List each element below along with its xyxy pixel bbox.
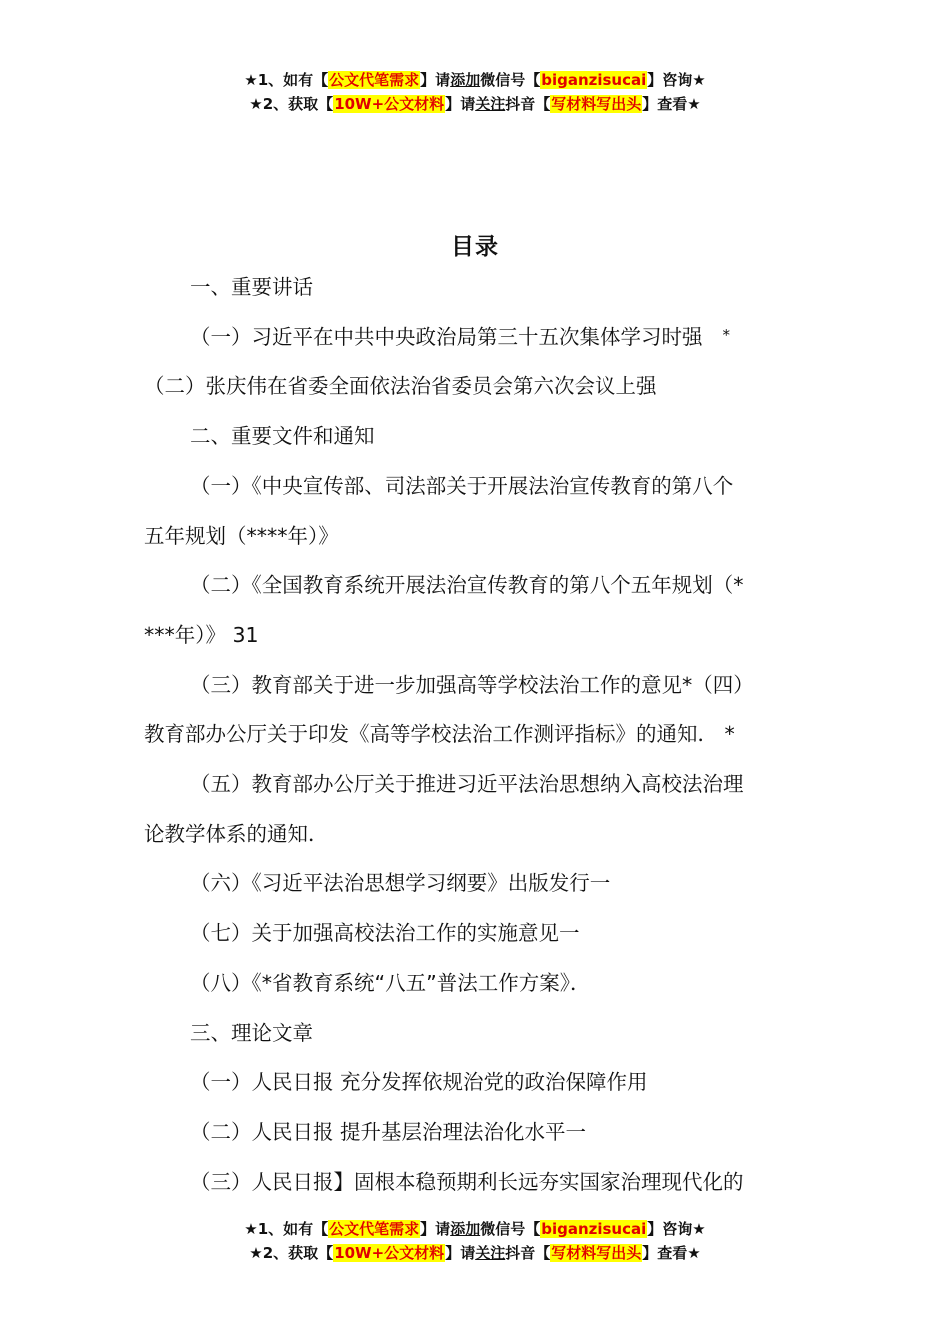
promo-text: 微信号【: [480, 1220, 541, 1238]
toc-line: [144, 618, 259, 648]
toc-line: [190, 469, 733, 499]
toc-line-text: 一、重要讲话: [190, 275, 313, 299]
toc-line-text: （八）《*省教育系统“八五”普法工作方案》．: [190, 970, 591, 995]
underlined-text: 关注: [475, 95, 506, 113]
toc-line: [190, 767, 744, 797]
toc-line-text: （六）《习近平法治思想学习纲要》出版发行一: [190, 871, 611, 896]
footer-promo-banner: [0, 1217, 950, 1265]
promo-text: ★1、如有【: [244, 1220, 329, 1238]
toc-line: [190, 270, 313, 300]
toc-line-text: （一）习近平在中共中央政治局第三十五次集体学习时强: [190, 324, 703, 349]
header-promo-banner: [0, 68, 950, 116]
toc-line-text: 五年规划（****年）》: [144, 523, 339, 548]
promo-text: ★1、如有【: [244, 71, 329, 89]
toc-line-text: （二）人民日报 提升基层治理法治化水平一: [190, 1119, 587, 1144]
highlight-text: 公文代笔需求: [329, 71, 420, 89]
promo-text: 】查看★: [642, 1244, 701, 1262]
toc-line: [190, 966, 591, 996]
toc-line-text: （七）关于加强高校法治工作的实施意见一: [190, 921, 580, 946]
toc-line: [190, 1165, 744, 1195]
promo-text: 微信号【: [480, 71, 541, 89]
toc-line-text: 三、理论文章: [190, 1020, 313, 1045]
toc-line-text: ***年）》 31: [144, 622, 259, 647]
highlight-text: 写材料写出头: [551, 95, 642, 113]
toc-line: [190, 419, 375, 449]
page-title: 目录: [451, 234, 499, 260]
promo-line-2: [0, 92, 950, 116]
underlined-text: 添加: [450, 71, 481, 89]
toc-line-text: （五）教育部办公厅关于推进习近平法治思想纳入高校法治理: [190, 772, 744, 796]
promo-text: 】请: [445, 95, 476, 113]
promo-line-1: [0, 68, 950, 92]
toc-line-text: （一）人民日报 充分发挥依规治党的政治保障作用: [190, 1070, 648, 1095]
promo-text: 】咨询★: [647, 71, 706, 89]
promo-text: 】请: [420, 71, 451, 89]
promo-text: 抖音【: [505, 95, 551, 113]
toc-line: [190, 568, 744, 598]
promo-text: 抖音【: [505, 1244, 551, 1262]
toc-line-text: 教育部办公厅关于印发《高等学校法治工作测评指标》的通知． *: [144, 722, 735, 747]
promo-text: 】请: [420, 1220, 451, 1238]
promo-line-1: [0, 1217, 950, 1241]
toc-line: [190, 1065, 648, 1095]
toc-line: [190, 916, 580, 946]
toc-marker: *: [722, 325, 730, 344]
toc-line: [190, 1115, 586, 1145]
underlined-text: 添加: [450, 1220, 481, 1238]
toc-line-text: （三）人民日报】固根本稳预期利长远夯实国家治理现代化的: [190, 1169, 744, 1194]
highlight-text: 10W+公文材料: [334, 1244, 445, 1262]
highlight-text: 10W+公文材料: [334, 95, 445, 113]
highlight-text: biganzisucai: [541, 71, 647, 89]
promo-text: 】查看★: [642, 95, 701, 113]
promo-text: ★2、获取【: [249, 95, 334, 113]
toc-line-text: （二）《全国教育系统开展法治宣传教育的第八个五年规划（*: [190, 573, 744, 598]
toc-line: [190, 320, 730, 350]
toc-line: [144, 717, 735, 747]
highlight-text: 写材料写出头: [551, 1244, 642, 1262]
toc-line: [144, 519, 339, 549]
toc-line-text: （三）教育部关于进一步加强高等学校法治工作的意见*（四）: [190, 672, 754, 697]
underlined-text: 关注: [475, 1244, 506, 1262]
toc-line: [144, 369, 657, 399]
highlight-text: biganzisucai: [541, 1220, 647, 1238]
promo-text: 】请: [445, 1244, 476, 1262]
toc-line-text: （一）《中央宣传部、司法部关于开展法治宣传教育的第八个: [190, 473, 734, 498]
toc-line: [190, 1016, 313, 1046]
toc-line: [190, 668, 754, 698]
toc-line: [144, 817, 329, 847]
toc-line: [190, 866, 610, 896]
toc-line-text: （二）张庆伟在省委全面依法治省委员会第六次会议上强: [144, 374, 657, 399]
promo-line-2: [0, 1241, 950, 1265]
promo-text: ★2、获取【: [249, 1244, 334, 1262]
promo-text: 】咨询★: [647, 1220, 706, 1238]
highlight-text: 公文代笔需求: [329, 1220, 420, 1238]
toc-line-text: 论教学体系的通知．: [144, 821, 329, 846]
toc-line-text: 二、重要文件和通知: [190, 424, 375, 449]
